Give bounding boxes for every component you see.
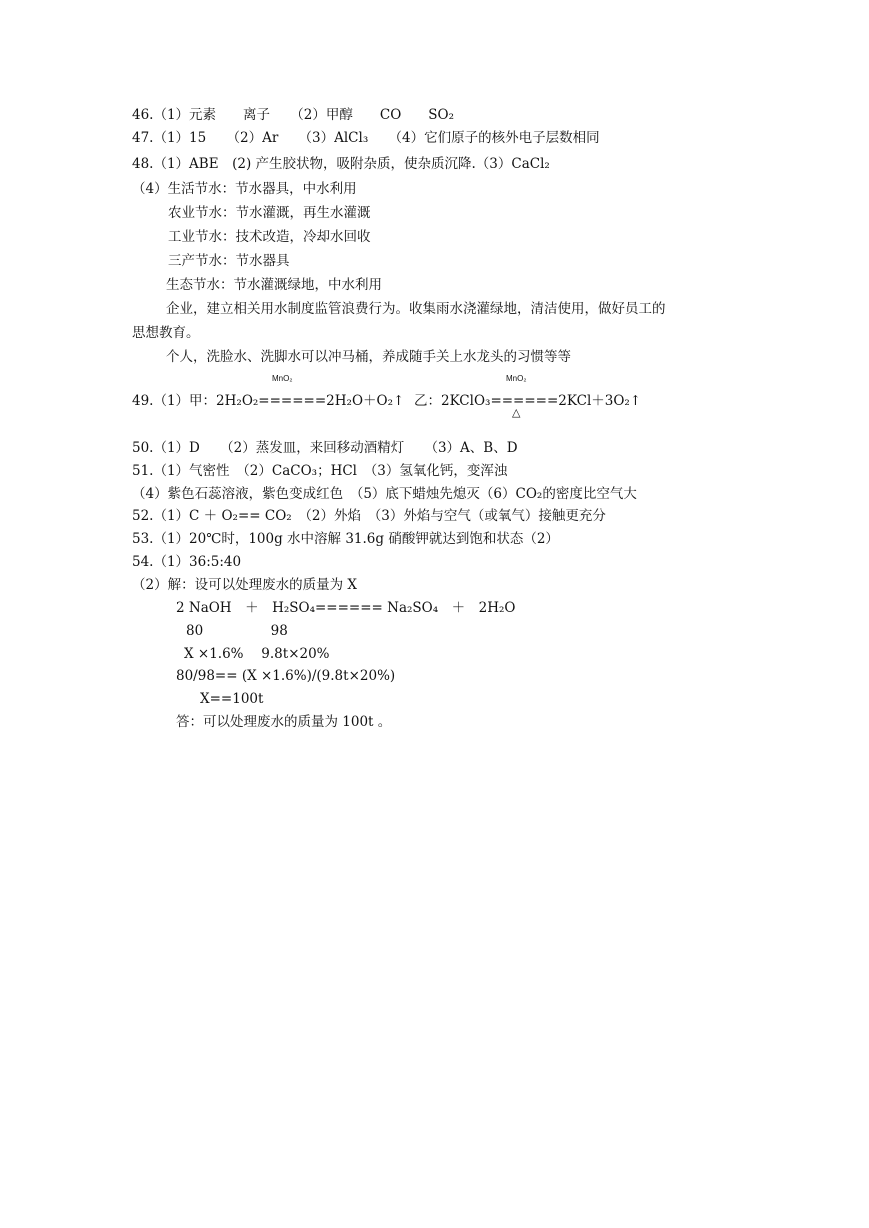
answer-q46: 46.（1）元素 离子 （2）甲醇 CO SO₂	[132, 107, 455, 123]
answer-q48-tertiary: 三产节水：节水器具	[168, 253, 290, 269]
answer-q48-agriculture: 农业节水：节水灌溉，再生水灌溉	[168, 205, 371, 221]
answer-q51: 51.（1）气密性 （2）CaCO₃；HCl （3）氢氧化钙，变浑浊	[132, 463, 508, 479]
answer-q48-industry: 工业节水：技术改造，冷却水回收	[168, 229, 371, 245]
answer-q48-personal: 个人，洗脸水、洗脚水可以冲马桶，养成随手关上水龙头的习惯等等	[166, 349, 571, 365]
answer-q54-ratio: 80/98== (X ×1.6%)/(9.8t×20%)	[176, 668, 396, 684]
answer-q54-final: 答：可以处理废水的质量为 100t 。	[176, 714, 392, 730]
answer-q52: 52.（1）C ＋ O₂== CO₂ （2）外焰 （3）外焰与空气（或氧气）接触更充分	[132, 508, 606, 524]
answer-q49-a: 49.（1）甲：2H₂O₂======2H₂O＋O₂↑	[132, 393, 405, 409]
answer-q54-part2: （2）解：设可以处理废水的质量为 X	[132, 577, 357, 593]
answer-q48-enterprise-cont: 思想教育。	[132, 325, 200, 341]
catalyst-label-1: MnO₂	[272, 374, 293, 383]
answer-q49-b: 乙：2KClO₃======2KCl＋3O₂↑	[414, 393, 642, 409]
answer-q47: 47.（1）15 （2）Ar （3）AlCl₃ （4）它们原子的核外电子层数相同	[132, 130, 600, 146]
answer-q48: 48.（1）ABE (2) 产生胶状物，吸附杂质，使杂质沉降.（3）CaCl₂	[132, 156, 550, 172]
answer-q54-values: X ×1.6% 9.8t×20%	[184, 646, 330, 662]
answer-q54: 54.（1）36:5:40	[132, 554, 242, 570]
answer-q48-part4: （4）生活节水：节水器具，中水利用	[132, 181, 357, 197]
answer-q51-cont: （4）紫色石蕊溶液，紫色变成红色 （5）底下蜡烛先熄灭（6）CO₂的密度比空气大	[132, 486, 637, 502]
answer-q54-equation: 2 NaOH ＋ H₂SO₄====== Na₂SO₄ ＋ 2H₂O	[176, 600, 516, 616]
answer-q54-molar-mass: 80 98	[186, 623, 288, 639]
answer-q54-result: X==100t	[200, 691, 264, 707]
answer-q48-enterprise: 企业，建立相关用水制度监管浪费行为。收集雨水浇灌绿地，清洁使用，做好员工的	[166, 301, 666, 317]
heat-symbol: △	[512, 406, 521, 419]
answer-q53: 53.（1）20℃时，100g 水中溶解 31.6g 硝酸钾就达到饱和状态（2）	[132, 531, 559, 547]
catalyst-label-2: MnO₂	[506, 374, 527, 383]
answer-q48-ecology: 生态节水：节水灌溉绿地，中水利用	[166, 277, 382, 293]
answer-q50: 50.（1）D （2）蒸发皿，来回移动酒精灯 （3）A、B、D	[132, 440, 518, 456]
